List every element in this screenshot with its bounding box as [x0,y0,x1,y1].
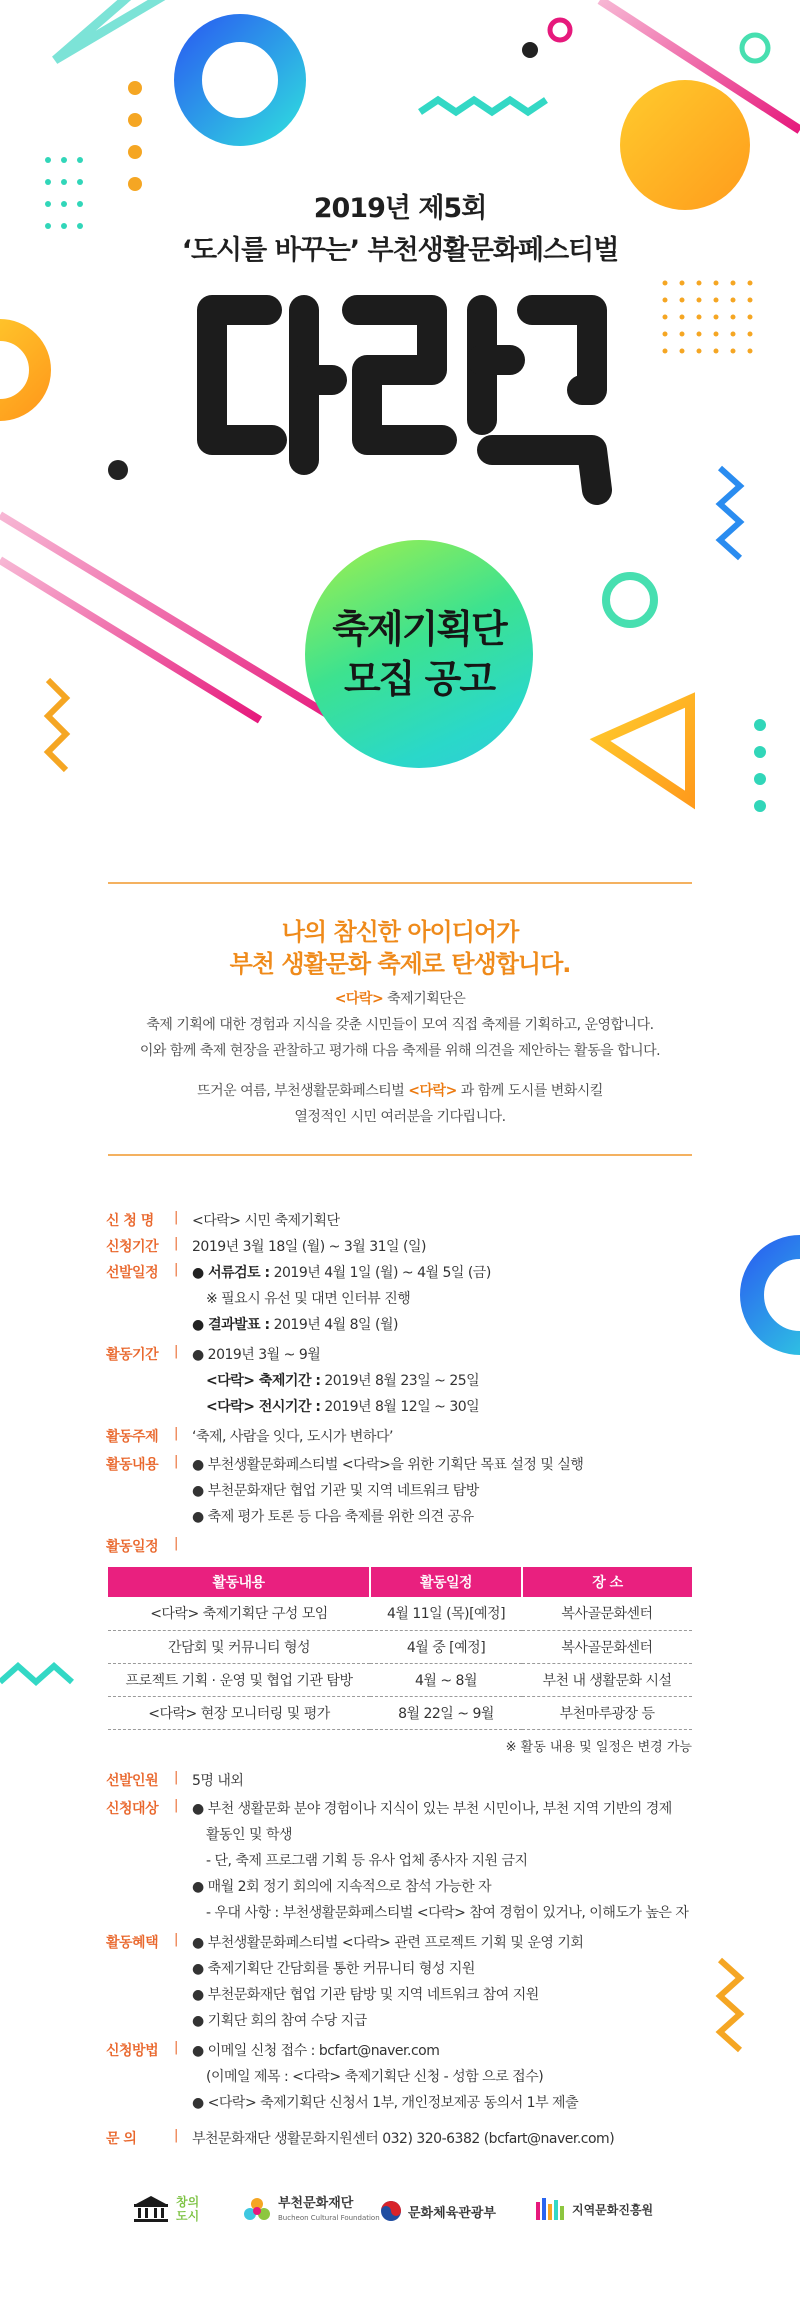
intro-paragraph-2: 축제 기획에 대한 경험과 지식을 갖춘 시민들이 모여 직접 축제를 기획하고, 운영합니다. [146,1017,654,1033]
label-benefits: 활동혜택 [106,1935,159,1951]
foundation-name: 부천문화재단 [278,2196,354,2211]
document-review-label: ● 서류검토 : [192,1265,270,1281]
label-application-period: 신청기간 [106,1239,159,1255]
orange-zigzag-decoration [48,680,66,770]
intro-p1-text: 축제기획단은 [383,991,466,1007]
pink-ring-decoration [550,20,570,40]
value-activity-period: ● 2019년 3월 ~ 9월 [192,1347,321,1363]
benefit-item: ● 부천생활문화페스티벌 <다락> 관련 프로젝트 기획 및 운영 기회 [192,1935,584,1951]
value-interview-note: ※ 필요시 유선 및 대면 인터뷰 진행 [206,1291,411,1307]
table-cell: 4월 11일 (목)[예정] [370,1597,522,1630]
value-contact: 부천문화재단 생활문화지원센터 032) 320-6382 (bcfart@naver.com) [192,2131,615,2147]
result-announcement-date: 2019년 4월 8일 (월) [269,1317,398,1333]
intro-paragraph-5: 열정적인 시민 여러분을 기다립니다. [294,1109,506,1125]
blue-zigzag-decoration [720,468,740,558]
circle-title-line2: 모집 공고 [343,657,495,701]
separator: | [174,2128,179,2143]
value-festival-period [206,1370,479,1390]
yellow-ring-left-decoration [0,330,40,410]
table-header-row [108,1567,692,1597]
separator: | [174,1210,179,1225]
foundation-flower-icon [242,2196,272,2226]
table-cell: <다락> 축제기획단 구성 모임 [108,1597,370,1630]
table-cell: 복사골문화센터 [522,1630,692,1663]
table-cell: 간담회 및 커뮤니티 형성 [108,1630,370,1663]
document-review-date: 2019년 4월 1일 (월) ~ 4월 5일 (금) [269,1265,491,1281]
value-document-review [192,1262,491,1282]
table-cell: <다락> 현장 모니터링 및 평가 [108,1696,370,1729]
activity-content-item: ● 부천생활문화페스티벌 <다락>을 위한 기획단 목표 설정 및 실행 [192,1457,584,1473]
creative-city-text-1: 창의 [176,2195,200,2209]
separator: | [174,1932,179,1947]
festival-period-date: 2019년 8월 23일 ~ 25일 [320,1373,480,1389]
benefit-item: ● 축제기획단 간담회를 통한 커뮤니티 형성 지원 [192,1961,475,1977]
table-row [108,1696,692,1729]
label-contact: 문 의 [106,2131,137,2147]
value-result-announcement [192,1314,398,1334]
label-activity-period: 활동기간 [106,1347,159,1363]
value-application-name: <다락> 시민 축제기획단 [192,1213,340,1229]
agency-name: 지역문화진흥원 [572,2202,654,2217]
taegeuk-icon [380,2200,402,2222]
foundation-sub: Bucheon Cultural Foundation [278,2214,380,2222]
activity-content-item: ● 부천문화재단 협업 기관 및 지역 네트워크 탐방 [192,1483,479,1499]
table-cell: 부천 내 생활문화 시설 [522,1663,692,1696]
label-selection-count: 선발인원 [106,1773,159,1789]
divider-bottom [108,1154,692,1156]
label-activity-theme: 활동주제 [106,1429,159,1445]
separator: | [174,1236,179,1251]
table-header-cell: 활동일정 [370,1567,522,1597]
table-row [108,1597,692,1630]
ministry-name: 문화체육관광부 [408,2205,496,2221]
blue-ring-decoration [188,28,292,132]
separator: | [174,1344,179,1359]
intro-p4-pre: 뜨거운 여름, 부천생활문화페스티벌 [197,1083,409,1099]
intro-headline-1: 나의 참신한 아이디어가 [281,918,519,946]
festival-edition-title: 2019년 제5회 [313,193,487,224]
table-cell: 4월 중 [예정] [370,1630,522,1663]
separator: | [174,1426,179,1441]
regional-culture-agency-logo [536,2198,653,2220]
black-dot-decoration [522,42,538,58]
teal-zigzag-decoration [420,100,546,112]
schedule-change-note: ※ 활동 내용 및 일정은 변경 가능 [505,1740,692,1755]
application-method-line: ● <다락> 축제기획단 신청서 1부, 개인정보제공 동의서 1부 제출 [192,2095,579,2111]
table-cell: 복사골문화센터 [522,1597,692,1630]
recruitment-title-circle [305,540,533,768]
application-method-line: (이메일 제목 : <다락> 축제기획단 신청 - 성함 으로 접수) [206,2069,544,2085]
label-application-method: 신청방법 [106,2043,159,2059]
table-cell: 4월 ~ 8월 [370,1663,522,1696]
ministry-culture-logo [380,2200,496,2222]
benefit-item: ● 부천문화재단 협업 기관 탐방 및 지역 네트워크 참여 지원 [192,1987,539,2003]
value-exhibition-period [206,1396,479,1416]
agency-bars-icon [536,2198,566,2220]
blue-ring-right-decoration [752,1247,800,1343]
label-activity-schedule: 활동일정 [106,1539,159,1555]
creative-city-text-2: 도시 [176,2209,200,2223]
label-selection-schedule: 선발일정 [106,1265,159,1281]
intro-headline-2: 부천 생활문화 축제로 탄생합니다. [229,950,571,978]
eligibility-line: 활동인 및 학생 [206,1827,293,1843]
brand-name: <다락> [334,991,384,1007]
intro-p4-post: 과 함께 도시를 변화시킬 [456,1083,603,1099]
separator: | [174,1536,179,1551]
unesco-creative-city-logo [132,2194,199,2224]
exhibition-period-date: 2019년 8월 12일 ~ 30일 [320,1399,480,1415]
orange-triangle-decoration [600,700,690,800]
darak-logo [192,290,612,510]
table-row [108,1663,692,1696]
pink-triangle-decoration [55,0,165,60]
festival-name-title: ‘도시를 바꾸는’ 부천생활문화페스티벌 [181,235,619,266]
orange-dots-decoration [128,81,142,191]
separator: | [174,1798,179,1813]
exhibition-period-label: <다락> 전시기간 : [206,1399,321,1415]
intro-paragraph-3: 이와 함께 축제 현장을 관찰하고 평가해 다음 축제를 위해 의견을 제안하는 활동을 합니다. [139,1043,661,1059]
activity-schedule-table [108,1567,692,1730]
divider-top [108,882,692,884]
unesco-temple-icon [132,2194,170,2224]
circle-title-line1: 축제기획단 [332,607,506,651]
separator: | [174,1262,179,1277]
brand-name: <다락> [408,1083,457,1099]
table-cell: 부천마루광장 등 [522,1696,692,1729]
orange-dot-grid-decoration [663,281,753,354]
activity-content-item: ● 축제 평가 토론 등 다음 축제를 위한 의견 공유 [192,1509,474,1525]
table-header-cell: 활동내용 [108,1567,370,1597]
intro-paragraph-1 [0,988,800,1008]
eligibility-line: - 단, 축제 프로그램 기획 등 유사 업체 종사자 지원 금지 [206,1853,528,1869]
eligibility-line: ● 부천 생활문화 분야 경험이나 지식이 있는 부천 시민이나, 부천 지역 기반의 경제 [192,1801,672,1817]
label-activity-content: 활동내용 [106,1457,159,1473]
value-activity-theme: ‘축제, 사람을 잇다, 도시가 변하다’ [192,1429,393,1445]
value-selection-count: 5명 내외 [192,1773,244,1789]
bucheon-cultural-foundation-logo [242,2196,380,2226]
separator: | [174,1454,179,1469]
table-row [108,1630,692,1663]
label-application-name: 신 청 명 [106,1213,154,1229]
intro-paragraph-4 [0,1080,800,1100]
festival-period-label: <다락> 축제기간 : [206,1373,321,1389]
value-application-period: 2019년 3월 18일 (월) ~ 3월 31일 (일) [192,1239,426,1255]
label-eligibility: 신청대상 [106,1801,159,1817]
separator: | [174,2040,179,2055]
table-header-cell: 장 소 [522,1567,692,1597]
eligibility-line: ● 매월 2회 정기 회의에 지속적으로 참석 가능한 자 [192,1879,492,1895]
application-method-line: ● 이메일 신청 접수 : bcfart@naver.com [192,2043,440,2059]
eligibility-line: - 우대 사항 : 부천생활문화페스티벌 <다락> 참여 경험이 있거나, 이해도가 높은 자 [206,1905,689,1921]
benefit-item: ● 기획단 회의 참여 수당 지급 [192,2013,367,2029]
table-cell: 8월 22일 ~ 9월 [370,1696,522,1729]
table-cell: 프로젝트 기획 · 운영 및 협업 기관 탐방 [108,1663,370,1696]
result-announcement-label: ● 결과발표 : [192,1317,270,1333]
separator: | [174,1770,179,1785]
